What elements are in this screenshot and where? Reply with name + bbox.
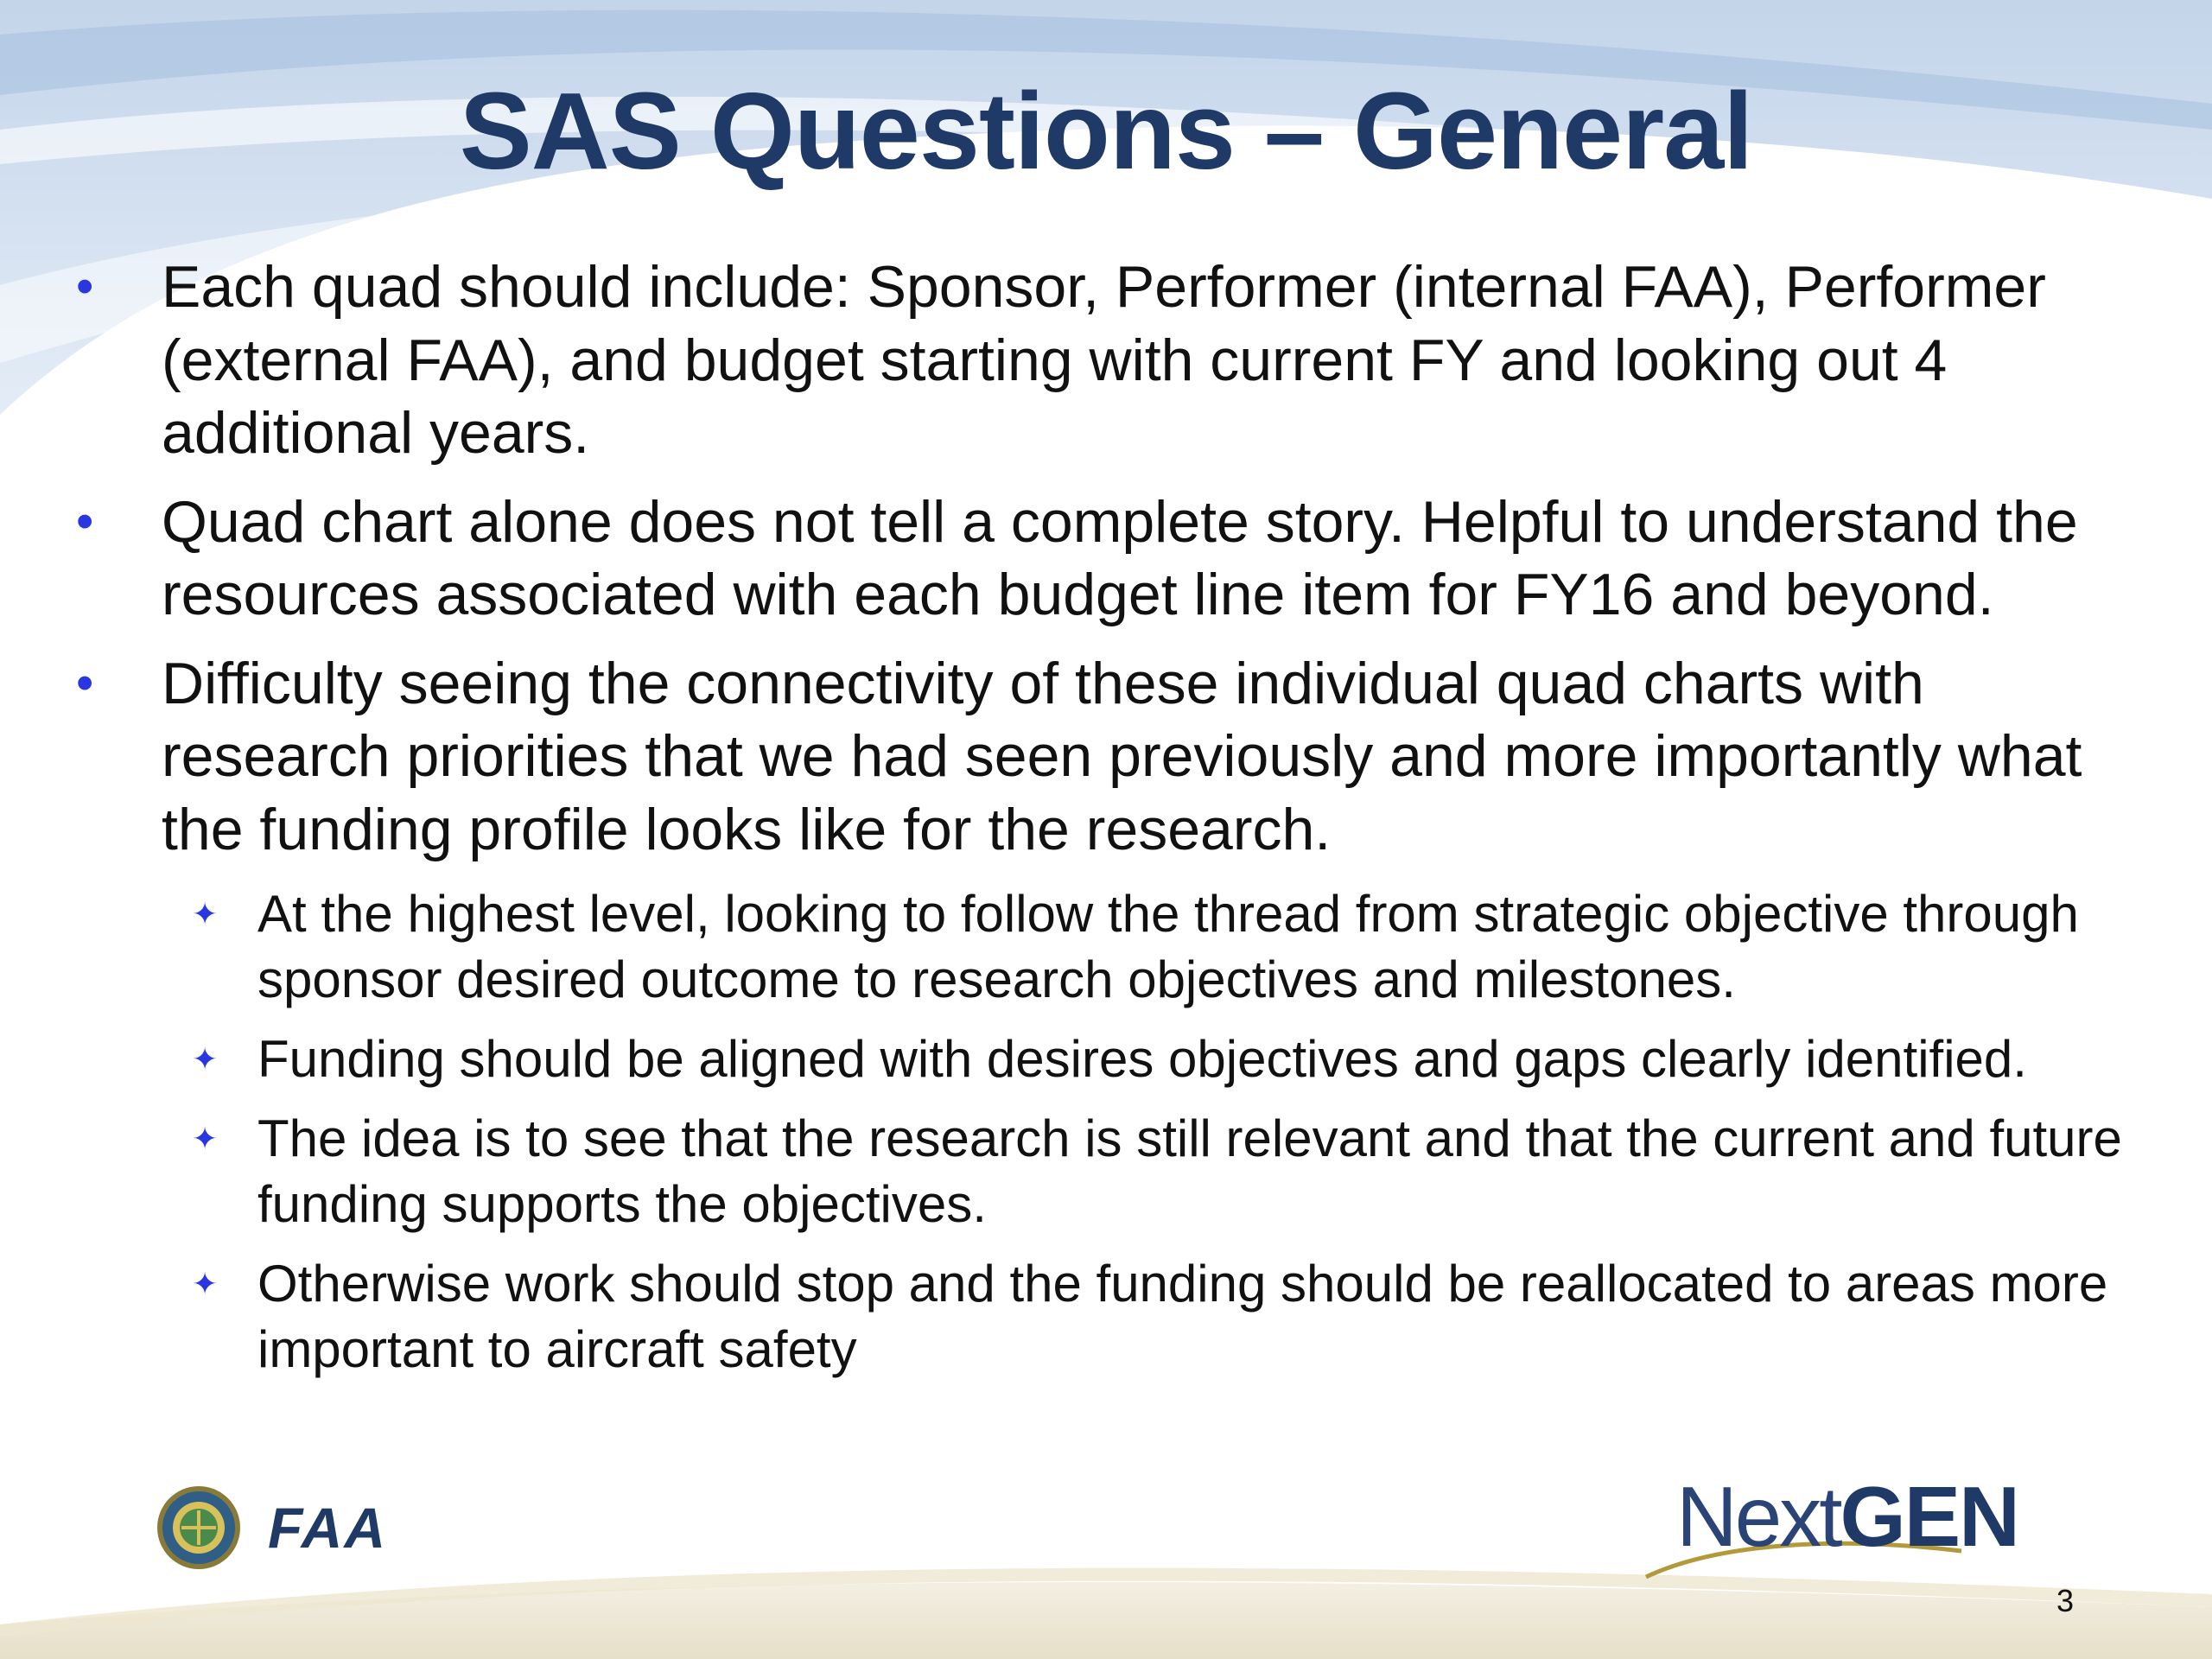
slide-title: SAS Questions – General xyxy=(459,70,1753,192)
bullet-item xyxy=(60,251,2169,470)
bullet-list xyxy=(60,251,2169,1396)
nextgen-logo xyxy=(1642,1469,2056,1581)
sub-bullet-text: The idea is to see that the research is still relevant and that the current and future funding supports the objectives. xyxy=(257,1109,2122,1233)
bullet-item xyxy=(60,486,2169,632)
nextgen-logo-text xyxy=(1676,1469,2018,1564)
faa-logo xyxy=(156,1484,387,1571)
bullet-dot-icon: • xyxy=(76,258,94,315)
bullet-text: Each quad should include: Sponsor, Performer (internal FAA), Performer (external FAA), and budget starting with current FY and looking out 4 additional years. xyxy=(162,254,2046,466)
page-number: 3 xyxy=(2056,1583,2075,1618)
nextgen-gen-text: GEN xyxy=(1840,1469,2018,1564)
bullet-dot-icon: • xyxy=(76,654,94,711)
faa-logo-text: FAA xyxy=(268,1496,387,1560)
bullet-text: Quad chart alone does not tell a complete story. Helpful to understand the resources associated with each budget line item for FY16 and beyond. xyxy=(162,488,2078,627)
star-bullet-icon: ✦ xyxy=(192,1266,219,1301)
sub-bullet-text: At the highest level, looking to follow the thread from strategic objective through sponsor desired outcome to research objectives and milestones. xyxy=(257,885,2079,1008)
sub-bullet-item xyxy=(60,1106,2169,1237)
sub-bullet-item xyxy=(60,881,2169,1013)
bullet-text: Difficulty seeing the connectivity of these individual quad charts with research priorities that we had seen previously and more importantly what the funding profile looks like for the research. xyxy=(162,650,2082,862)
faa-seal-icon xyxy=(156,1484,242,1571)
star-bullet-icon: ✦ xyxy=(192,896,219,931)
star-bullet-icon: ✦ xyxy=(192,1041,219,1077)
sub-bullet-list xyxy=(60,881,2169,1382)
sub-bullet-item xyxy=(60,1251,2169,1382)
bullet-dot-icon: • xyxy=(76,493,94,550)
sub-bullet-text: Otherwise work should stop and the funding should be reallocated to areas more important to aircraft safety xyxy=(257,1255,2108,1378)
nextgen-next-text: Next xyxy=(1676,1469,1840,1564)
sub-bullet-item xyxy=(60,1027,2169,1092)
sub-bullet-text: Funding should be aligned with desires objectives and gaps clearly identified. xyxy=(257,1030,2027,1088)
bullet-item xyxy=(60,647,2169,867)
star-bullet-icon: ✦ xyxy=(192,1121,219,1156)
